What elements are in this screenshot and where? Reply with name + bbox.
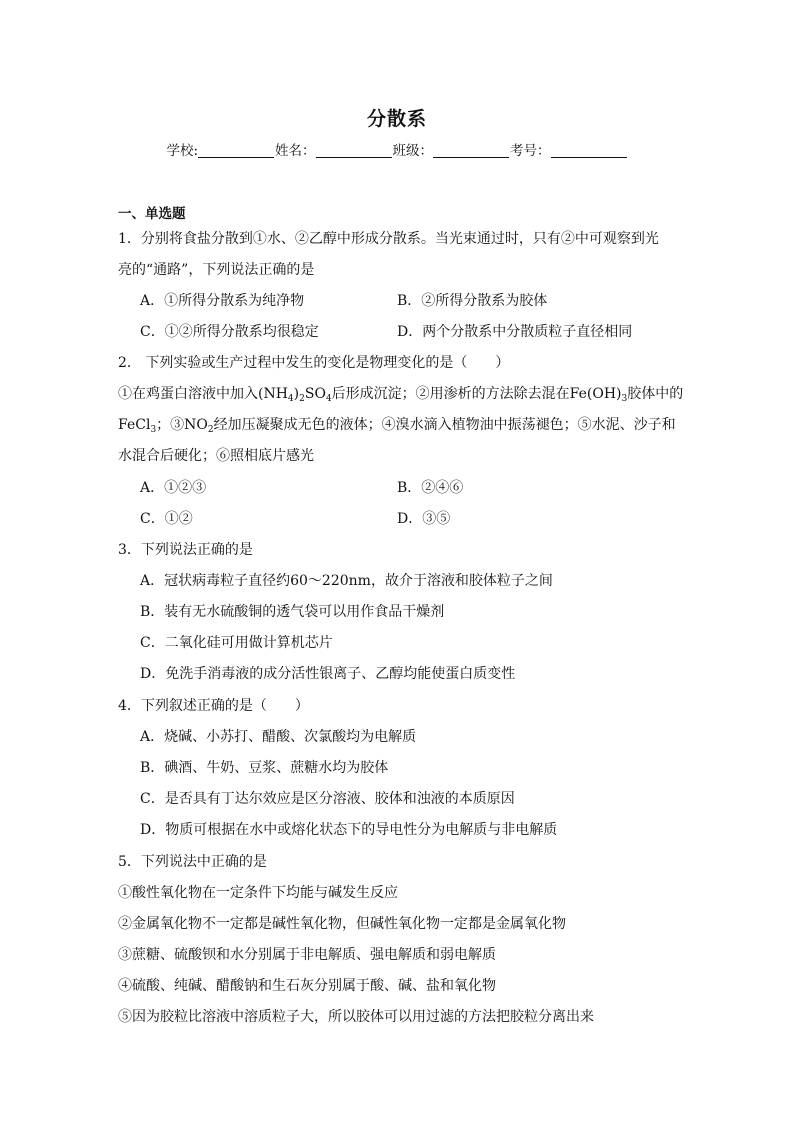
q4-option-c: C．是否具有丁达尔效应是区分溶液、胶体和浊液的本质原因 [140,791,515,807]
class-label: 班级： [392,143,434,159]
q2-stem-line3: FeCl$_3$；$③NO_2$经加压凝聚成无色的液体；④溴水滴入植物油中振荡褪色；⑤水泥、沙子和 [118,417,676,435]
q3-option-c: C．二氧化硅可用做计算机芯片 [140,635,333,651]
exam-no-label: 考号： [510,143,551,159]
q1-option-a: A．①所得分散系为纯净物 [140,293,305,309]
q2-option-d: D．③⑤ [397,511,451,527]
q1-stem-line1: 1．分别将食盐分散到①水、②乙醇中形成分散系。当光束通过时，只有②中可观察到光 [118,231,659,247]
section-heading: 一、单选题 [118,206,186,222]
school-blank[interactable] [198,143,274,158]
q1-option-d: D．两个分散系中分散质粒子直径相同 [397,324,633,340]
q5-statement-1: ①酸性氧化物在一定条件下均能与碱发生反应 [118,885,398,901]
q2-option-c: C．①② [140,511,193,527]
q1-option-c: C．①②所得分散系均很稳定 [140,324,319,340]
name-blank[interactable] [316,143,392,158]
q2-option-a: A．①②③ [140,480,207,496]
q5-statement-3: ③蔗糖、硫酸钡和水分别属于非电解质、强电解质和弱电解质 [118,947,496,963]
q3-stem: 3．下列说法正确的是 [118,542,253,558]
exam-no-blank[interactable] [551,143,627,158]
school-label: 学校: [166,143,199,159]
q3-option-b: B．装有无水硫酸铜的透气袋可以用作食品干燥剂 [140,604,445,620]
q5-stem: 5．下列说法中正确的是 [118,854,267,870]
q3-option-d: D．免洗手消毒液的成分活性银离子、乙醇均能使蛋白质变性 [140,666,516,682]
name-label: 姓名： [275,143,316,159]
q5-statement-5: ⑤因为胶粒比溶液中溶质粒子大，所以胶体可以用过滤的方法把胶粒分离出来 [118,1009,594,1025]
q2-stem-line2: ①在鸡蛋白溶液中加入$(NH_4)_2SO_4$后形成沉淀；②用渗析的方法除去混在$Fe(OH)_3$胶体中的 [118,386,684,404]
q5-statement-2: ②金属氧化物不一定都是碱性氧化物，但碱性氧化物一定都是金属氧化物 [118,916,566,932]
student-info-line [0,139,794,159]
class-blank[interactable] [433,143,509,158]
q4-option-b: B．碘酒、牛奶、豆浆、蔗糖水均为胶体 [140,760,389,776]
q2-stem-line1: 2． 下列实验或生产过程中发生的变化是物理变化的是（ ） [118,355,510,371]
q3-option-a: A．冠状病毒粒子直径约60～220nm，故介于溶液和胶体粒子之间 [140,573,553,589]
page-title: 分散系 [366,108,427,130]
q4-stem: 4．下列叙述正确的是（ ） [118,698,309,714]
q2-option-b: B．②④⑥ [397,480,464,496]
q4-option-a: A．烧碱、小苏打、醋酸、次氯酸均为电解质 [140,729,417,745]
q5-statement-4: ④硫酸、纯碱、醋酸钠和生石灰分别属于酸、碱、盐和氧化物 [118,978,496,994]
q2-stem-line4: 水混合后硬化；⑥照相底片感光 [118,448,314,464]
q1-option-b: B．②所得分散系为胶体 [397,293,548,309]
q1-stem-line2: 亮的“通路”，下列说法正确的是 [118,262,315,278]
q4-option-d: D．物质可根据在水中或熔化状态下的导电性分为电解质与非电解质 [140,822,558,838]
